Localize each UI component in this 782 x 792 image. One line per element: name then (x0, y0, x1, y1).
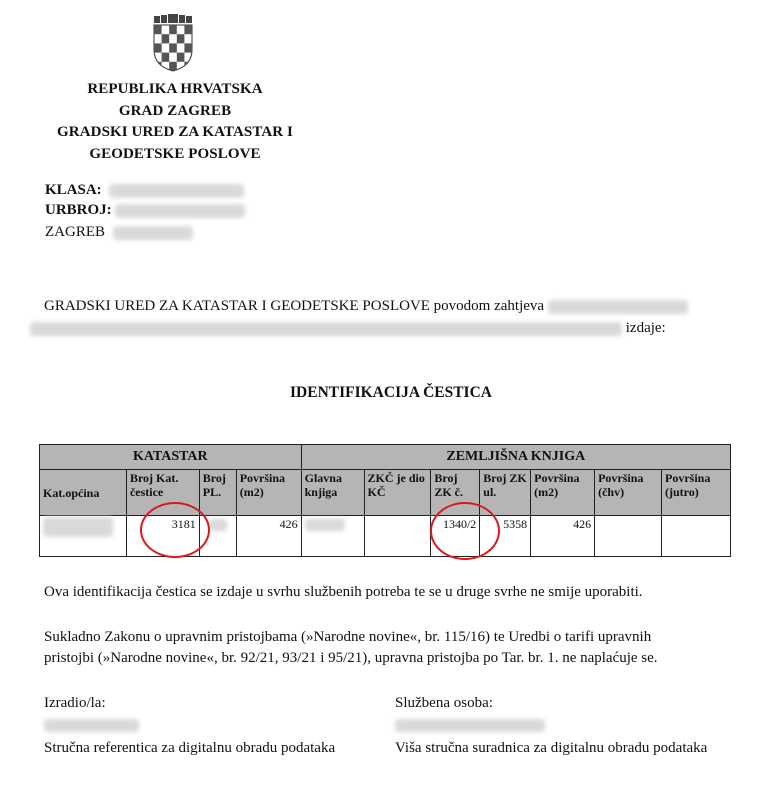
intro-line-2 (30, 318, 730, 338)
coat-of-arms-icon (150, 14, 196, 72)
cell-zk-ulozak: 5358 (480, 516, 531, 557)
header-line-4: GEODETSKE POSLOVE (89, 145, 261, 162)
col-povrsina-jutro: Površina (jutro) (662, 470, 731, 516)
right-signature-name (395, 716, 545, 734)
right-signature-label: Službena osoba: (395, 695, 493, 711)
cell-povrsina-jutro (662, 516, 731, 557)
legal-line-1: Sukladno Zakonu o upravnim pristojbama (»Narodne novine«, br. 115/16) te Uredbi o tarifi upravnih (44, 629, 652, 645)
klasa-label: KLASA: (45, 182, 102, 198)
col-broj-kat-cestice: Broj Kat. čestice (126, 470, 199, 516)
redacted-right-name (395, 719, 545, 732)
header-line-2: GRAD ZAGREB (118, 102, 232, 119)
col-glavna-knjiga: Glavna knjiga (301, 470, 364, 516)
urbroj-row (45, 200, 245, 220)
cell-zkc-dio-kc (364, 516, 431, 557)
header-line-1: REPUBLIKA HRVATSKA (87, 81, 263, 97)
intro-izdaje: izdaje: (625, 320, 666, 336)
col-broj-zk-uloska: Broj ZK ul. (480, 470, 531, 516)
purpose-statement: Ova identifikacija čestica se izdaje u svrhu službenih potreba te se u druge svrhe ne smije uporabiti. (44, 584, 643, 600)
cell-povrsina-zk: 426 (531, 516, 595, 557)
redacted-applicant (548, 300, 688, 314)
redacted-urbroj (115, 204, 245, 218)
cell-zk-cestica: 1340/2 (431, 516, 480, 557)
col-broj-zk-cestice: Broj ZK č. (431, 470, 480, 516)
cell-kat-opcina (40, 516, 127, 557)
header-line-3: GRADSKI URED ZA KATASTAR I (57, 124, 293, 140)
cell-povrsina-kat: 426 (236, 516, 301, 557)
place-row (45, 222, 193, 242)
cell-povrsina-chv (595, 516, 662, 557)
intro-line-1 (44, 296, 744, 316)
col-zkc-dio-kc: ZKČ je dio KČ (364, 470, 431, 516)
legal-notice (44, 627, 744, 669)
redacted-kat-opcina (43, 517, 113, 537)
klasa-row (45, 180, 244, 200)
highlight-circle-kat-cestica (140, 502, 210, 558)
section-zemljisna-knjiga: ZEMLJIŠNA KNJIGA (301, 445, 730, 470)
left-signature-label: Izradio/la: (44, 695, 106, 711)
col-povrsina-zk: Površina (m2) (531, 470, 595, 516)
redacted-broj-pl (209, 519, 227, 531)
section-katastar: KATASTAR (40, 445, 302, 470)
document-title: IDENTIFIKACIJA ČESTICA (290, 384, 492, 401)
issuer-header (40, 79, 310, 165)
intro-text: GRADSKI URED ZA KATASTAR I GEODETSKE POSLOVE povodom zahtjeva (44, 298, 545, 314)
redacted-left-name (44, 719, 139, 732)
right-signature-role: Viša stručna suradnica za digitalnu obradu podataka (395, 740, 708, 756)
cell-kat-cestica: 3181 (126, 516, 199, 557)
urbroj-label: URBROJ: (45, 202, 112, 218)
redacted-klasa (109, 184, 244, 198)
legal-line-2: pristojbi (»Narodne novine«, br. 92/21, 93/21 i 95/21), upravna pristojba po Tar. br. 1. ne naplaćuje se. (44, 650, 658, 666)
col-kat-opcina: Kat.općina (40, 470, 127, 516)
left-signature-name (44, 716, 139, 734)
highlight-circle-zk-cestica (430, 502, 500, 560)
redacted-glavna-knjiga (305, 519, 345, 531)
cell-glavna-knjiga (301, 516, 364, 557)
place-label: ZAGREB (45, 224, 105, 240)
col-povrsina-chv: Površina (čhv) (595, 470, 662, 516)
left-signature-role: Stručna referentica za digitalnu obradu podataka (44, 740, 336, 756)
redacted-date (113, 226, 193, 240)
col-povrsina-kat: Površina (m2) (236, 470, 301, 516)
redacted-applicant-address (30, 322, 622, 336)
col-broj-pl: Broj PL. (199, 470, 236, 516)
